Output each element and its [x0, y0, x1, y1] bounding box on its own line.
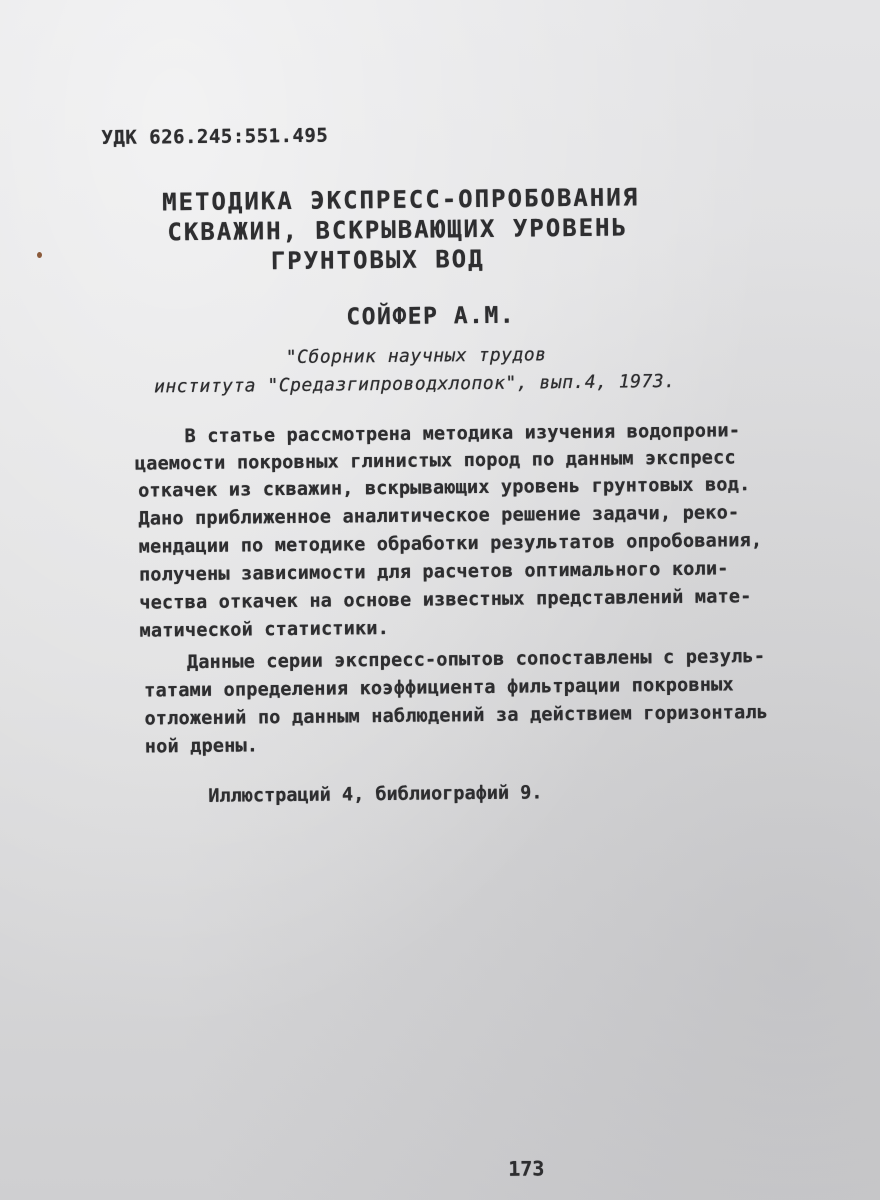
abstract-line: В статье рассмотрена методика изучения водопрони-	[184, 420, 741, 448]
abstract-line: ной дрены.	[144, 735, 259, 758]
abstract-line: чества откачек на основе известных представлений мате-	[139, 586, 752, 614]
abstract-line: цаемости покровных глинистых пород по данным экспресс	[134, 447, 736, 475]
source-line-1: "Сборник научных трудов	[285, 344, 547, 369]
abstract-line: отложений по данным наблюдений за действием горизонталь	[144, 701, 769, 730]
abstract-line: татами определения коэффициента фильтрации покровных	[144, 674, 734, 702]
udc-code: УДК 626.245:551.495	[101, 124, 329, 149]
abstract-line: получены зависимости для расчетов оптимального коли-	[138, 558, 729, 586]
abstract-line: Данные серии экспресс-опытов сопоставлены с резуль-	[186, 646, 766, 674]
author-name: СОЙФЕР А.М.	[346, 302, 516, 331]
abstract-line: откачек из скважин, вскрывающих уровень грунтовых вод.	[138, 474, 751, 502]
illustrations-count: Иллюстраций 4, библиографий 9.	[208, 782, 543, 807]
abstract-line: Дано приближенное аналитическое решение задачи, реко-	[138, 502, 740, 530]
source-line-2: института "Средазгипроводхлопок", вып.4, 1973.	[153, 370, 676, 398]
page-number: 173	[508, 1156, 545, 1181]
abstract-line: матической статистики.	[139, 617, 390, 642]
article-title-line-3: ГРУНТОВЫХ ВОД	[270, 244, 485, 276]
article-title-line-1: МЕТОДИКА ЭКСПРЕСС-ОПРОБОВАНИЯ	[161, 183, 640, 217]
abstract-line: мендации по методике обработки результатов опробования,	[138, 530, 763, 558]
article-title-line-2: СКВАЖИН, ВСКРЫВАЮЩИХ УРОВЕНЬ	[167, 213, 629, 247]
